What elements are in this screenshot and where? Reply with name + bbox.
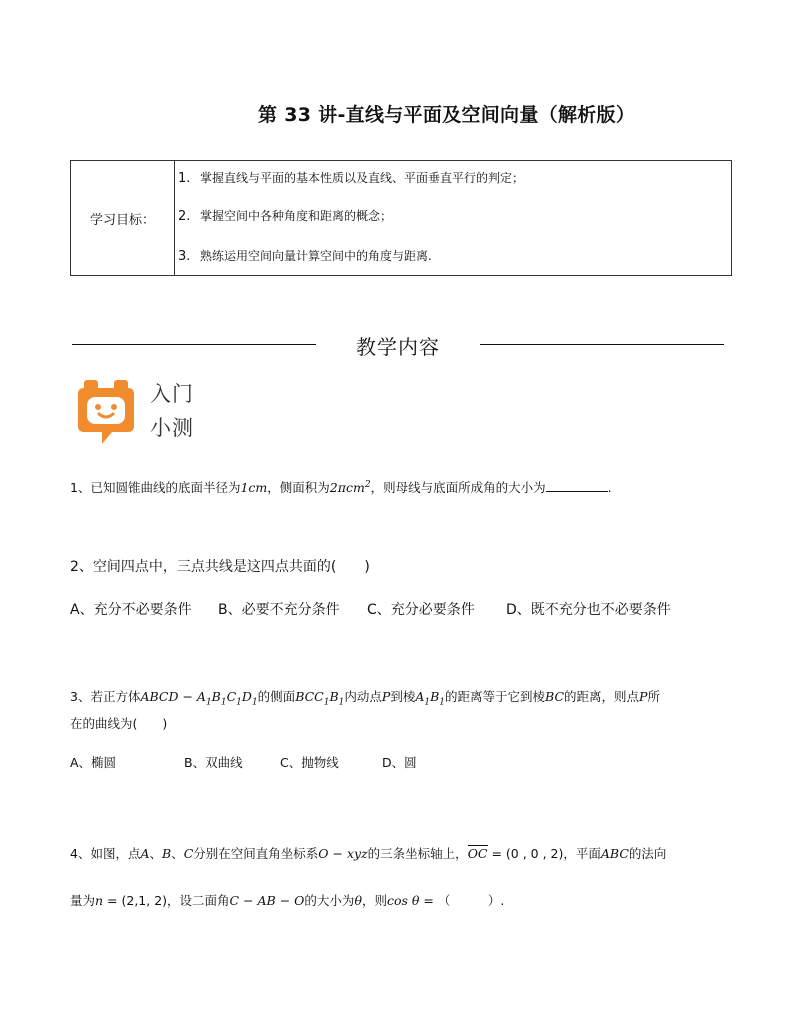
question-4: 4、如图，点A、B、C分别在空间直角坐标系O − xyz的三条坐标轴上，OC = (0 , 0 , 2)，平面ABC的法向 bbox=[70, 846, 667, 861]
question-1: 1、已知圆锥曲线的底面半径为1cm，侧面积为2πcm$^2$，则母线与底面所成角的大小为 . bbox=[70, 479, 612, 495]
goal-item: 3. 熟练运用空间向量计算空间中的角度与距离. bbox=[178, 249, 432, 264]
section-divider-right bbox=[480, 344, 724, 345]
goal-item: 1. 掌握直线与平面的基本性质以及直线、平面垂直平行的判定； bbox=[178, 171, 525, 186]
answer-blank[interactable] bbox=[546, 479, 608, 492]
robot-badge-icon bbox=[76, 378, 136, 446]
question-4-line2: 量为n = (2,1, 2)，设二面角C − AB − O的大小为θ，则cos θ = （ ）. bbox=[70, 893, 505, 908]
q2-option-b: B、必要不充分条件 bbox=[218, 602, 340, 618]
badge-label-line2: 小测 bbox=[150, 416, 194, 440]
goal-item: 2. 掌握空间中各种角度和距离的概念； bbox=[178, 209, 393, 224]
q3-option-d: D、圆 bbox=[382, 755, 417, 770]
vector-n: n bbox=[95, 893, 104, 908]
goals-list bbox=[175, 161, 731, 275]
goals-label: 学习目标： bbox=[71, 161, 175, 275]
question-3: 3、若正方体ABCD − $A_1B_1C_1D_1$的侧面$BCC_1B_1$内动点P到棱$A_1B_1$的距离等于它到棱BC的距离，则点P所 bbox=[70, 689, 660, 708]
q2-option-c: C、充分必要条件 bbox=[367, 602, 475, 618]
section-title: 教学内容 bbox=[356, 335, 440, 359]
badge-label-line1: 入门 bbox=[150, 382, 194, 406]
question-2: 2、空间四点中，三点共线是这四点共面的( ) bbox=[70, 559, 370, 575]
q3-option-a: A、椭圆 bbox=[70, 755, 117, 770]
q3-option-c: C、抛物线 bbox=[280, 755, 339, 770]
question-3-line2: 在的曲线为( ) bbox=[70, 716, 168, 731]
q2-option-a: A、充分不必要条件 bbox=[70, 602, 192, 618]
page-title: 第 33 讲-直线与平面及空间向量（解析版） bbox=[258, 104, 636, 126]
section-divider-left bbox=[72, 344, 316, 345]
q3-option-b: B、双曲线 bbox=[184, 755, 243, 770]
q2-option-d: D、既不充分也不必要条件 bbox=[506, 602, 671, 618]
vector-oc: OC bbox=[467, 846, 488, 861]
learning-goals-table bbox=[70, 160, 732, 276]
